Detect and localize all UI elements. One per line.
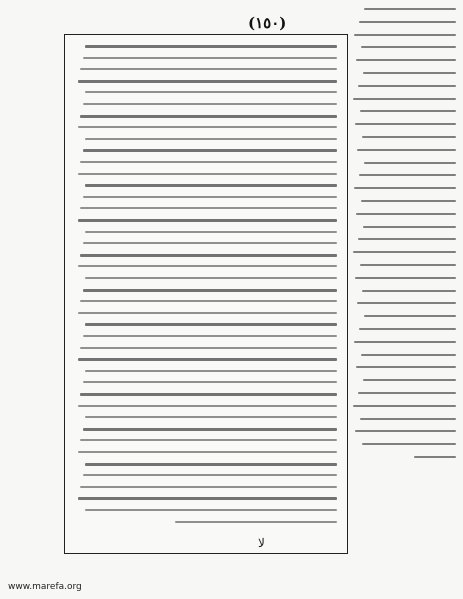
margin-text-line bbox=[358, 85, 456, 87]
text-line bbox=[80, 300, 337, 302]
text-line bbox=[83, 242, 337, 244]
page-number: (١٥٠) bbox=[248, 14, 287, 32]
text-line bbox=[78, 126, 337, 128]
margin-text-line bbox=[363, 379, 456, 381]
text-line bbox=[78, 405, 337, 407]
text-line bbox=[80, 161, 337, 163]
text-line bbox=[78, 358, 337, 361]
margin-text-line bbox=[355, 430, 456, 432]
text-line bbox=[78, 312, 337, 314]
margin-text-line bbox=[363, 72, 456, 74]
margin-text-line bbox=[361, 46, 456, 48]
margin-text-line bbox=[359, 21, 456, 23]
margin-text-line bbox=[362, 136, 456, 138]
margin-text-line bbox=[354, 187, 456, 189]
text-line bbox=[80, 347, 337, 349]
text-line bbox=[85, 416, 337, 418]
margin-text-line bbox=[358, 392, 456, 394]
text-line bbox=[85, 184, 337, 187]
margin-text-line bbox=[354, 34, 456, 36]
text-line bbox=[175, 521, 337, 523]
text-line bbox=[78, 451, 337, 453]
margin-text-line bbox=[358, 238, 456, 240]
margin-text-line bbox=[414, 456, 456, 458]
text-line bbox=[85, 45, 337, 48]
margin-text-line bbox=[361, 354, 456, 356]
margin-text-line bbox=[359, 328, 456, 330]
text-line bbox=[80, 207, 337, 209]
text-line bbox=[83, 103, 337, 105]
main-text-block bbox=[75, 45, 337, 531]
text-line bbox=[85, 463, 337, 466]
margin-text-line bbox=[353, 251, 456, 253]
margin-text-line bbox=[357, 302, 456, 304]
text-line bbox=[78, 173, 337, 175]
margin-text-line bbox=[364, 315, 456, 317]
watermark-url: www.marefa.org bbox=[8, 582, 82, 592]
margin-text-line bbox=[363, 226, 456, 228]
text-line bbox=[83, 149, 337, 152]
margin-text-line bbox=[360, 264, 456, 266]
text-line bbox=[80, 115, 337, 118]
text-line bbox=[83, 428, 337, 431]
catchword-mark: ﻻ bbox=[258, 536, 265, 550]
text-line bbox=[83, 474, 337, 476]
text-line bbox=[80, 486, 337, 488]
text-line bbox=[80, 393, 337, 396]
margin-text-line bbox=[356, 59, 456, 61]
text-line bbox=[83, 335, 337, 337]
margin-text-line bbox=[356, 366, 456, 368]
main-text-frame bbox=[64, 34, 348, 554]
text-line bbox=[83, 196, 337, 198]
text-line bbox=[80, 68, 337, 70]
margin-text-line bbox=[364, 8, 456, 10]
margin-text-line bbox=[364, 162, 456, 164]
margin-text-line bbox=[357, 149, 456, 151]
margin-text-line bbox=[359, 174, 456, 176]
margin-text-line bbox=[360, 110, 456, 112]
margin-text-line bbox=[355, 277, 456, 279]
text-line bbox=[78, 497, 337, 500]
text-line bbox=[85, 138, 337, 140]
margin-text-line bbox=[355, 123, 456, 125]
text-line bbox=[85, 370, 337, 372]
text-line bbox=[85, 231, 337, 233]
text-line bbox=[85, 509, 337, 511]
text-line bbox=[83, 289, 337, 292]
margin-text-line bbox=[360, 418, 456, 420]
margin-text-line bbox=[354, 341, 456, 343]
text-line bbox=[85, 277, 337, 279]
text-line bbox=[83, 57, 337, 59]
text-line bbox=[80, 254, 337, 257]
text-line bbox=[85, 91, 337, 93]
margin-commentary bbox=[352, 8, 456, 473]
margin-text-line bbox=[362, 443, 456, 445]
margin-text-line bbox=[361, 200, 456, 202]
text-line bbox=[83, 381, 337, 383]
text-line bbox=[78, 80, 337, 83]
margin-text-line bbox=[362, 290, 456, 292]
text-line bbox=[78, 265, 337, 267]
margin-text-line bbox=[356, 213, 456, 215]
margin-text-line bbox=[353, 98, 456, 100]
text-line bbox=[85, 323, 337, 326]
text-line bbox=[80, 439, 337, 441]
text-line bbox=[78, 219, 337, 222]
margin-text-line bbox=[353, 405, 456, 407]
